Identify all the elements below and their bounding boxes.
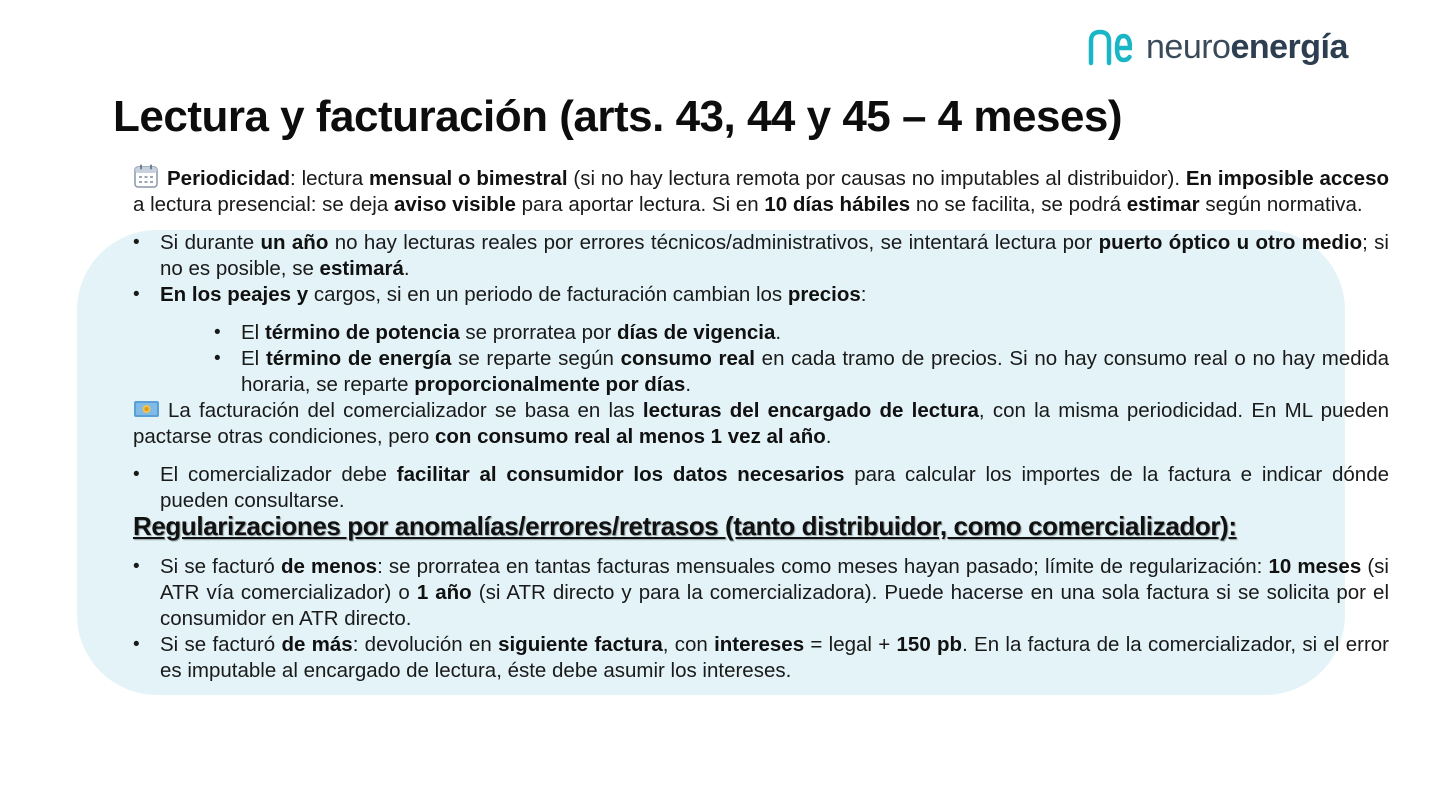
bullet-list [133, 554, 1389, 684]
bullet-list [133, 462, 1389, 514]
facturacion-paragraph: La facturación del comercializador se basa en las lecturas del encargado de lectura, con la misma periodicidad. En ML pueden pactarse otras condiciones, pero con consumo real al menos 1 vez al año. [133, 399, 1389, 448]
section-heading: Regularizaciones por anomalías/errores/retrasos (tanto distribuidor, como comercializador): [133, 511, 1237, 541]
brand-wordmark [1146, 27, 1348, 67]
brand-wordmark-part1: neuro [1146, 28, 1231, 66]
brand-logo [1088, 22, 1348, 72]
list-item: • Si durante un año no hay lecturas reales por errores técnicos/administrativos, se intentará lectura por puerto óptico u otro medio; si no es posible, se estimará. [133, 230, 1389, 282]
calendar-icon [133, 164, 159, 188]
slide-content [133, 164, 1389, 684]
list-item: • En los peajes y cargos, si en un periodo de facturación cambian los precios: • El término de potencia se prorratea por días de vigencia. • El término de energía se reparte según consumo real en cada tramo de precios. Si no hay consumo real o no hay medida horaria, se reparte proporcionalmente por días. [133, 282, 1389, 398]
list-item: • El término de energía se reparte según consumo real en cada tramo de precios. Si no hay consumo real o no hay medida horaria, se reparte proporcionalmente por días. [160, 346, 1389, 398]
list-item: • El término de potencia se prorratea por días de vigencia. [160, 320, 1389, 346]
sub-bullet-list [160, 320, 1389, 398]
bullet-list [133, 230, 1389, 398]
list-item: • El comercializador debe facilitar al consumidor los datos necesarios para calcular los importes de la factura e indicar dónde pueden consultarse. [133, 462, 1389, 514]
list-item: • Si se facturó de más: devolución en siguiente factura, con intereses = legal + 150 pb. En la factura de la comercializador, si el error es imputable al encargado de lectura, éste debe asumir los intereses. [133, 632, 1389, 684]
page-title: Lectura y facturación (arts. 43, 44 y 45 – 4 meses) [113, 92, 1123, 141]
intro-paragraph: Periodicidad: lectura mensual o bimestral (si no hay lectura remota por causas no imputables al distribuidor). En imposible acceso a lectura presencial: se deja aviso visible para aportar lectura. Si en 10 días hábiles no se facilita, se podrá estimar según normativa. [133, 164, 1389, 218]
brand-wordmark-part2: energía [1230, 28, 1348, 66]
money-icon [133, 398, 160, 420]
list-item: • Si se facturó de menos: se prorratea en tantas facturas mensuales como meses hayan pasado; límite de regularización: 10 meses (si ATR vía comercializador) o 1 año (si ATR directo y para la comercializadora). Puede hacerse en una sola factura si se solicita por el consumidor en ATR directo. [133, 554, 1389, 632]
ne-logo-icon [1088, 27, 1132, 67]
